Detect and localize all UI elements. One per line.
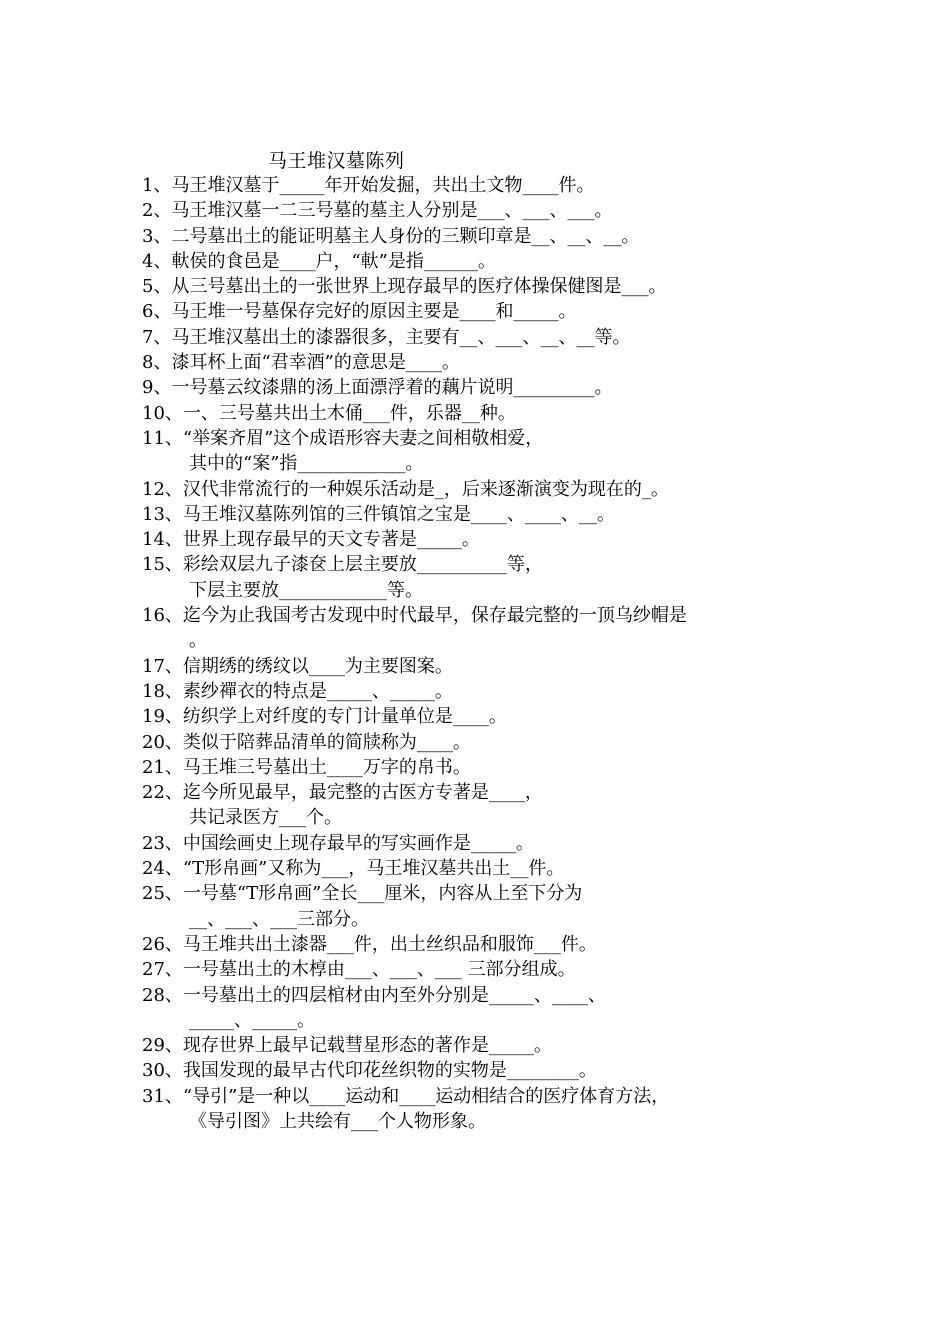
question-4: 4、軑侯的食邑是____户，“軑”是指______。 <box>142 250 496 272</box>
question-1: 1、马王堆汉墓于_____年开始发掘，共出土文物____件。 <box>142 175 595 196</box>
question-5: 5、从三号墓出土的一张世界上现存最早的医疗体操保健图是___。 <box>142 276 667 298</box>
question-2: 2、马王堆汉墓一二三号墓的墓主人分别是___、___、___。 <box>142 200 613 222</box>
question-21: 21、马王堆三号墓出土____万字的帛书。 <box>142 756 471 778</box>
question-11-continued: 其中的“案”指____________。 <box>189 453 424 475</box>
question-31-continued: 《导引图》上共绘有___个人物形象。 <box>189 1110 486 1132</box>
page-title: 马王堆汉墓陈列 <box>268 150 405 172</box>
question-16-continued: 。 <box>189 630 207 652</box>
question-8: 8、漆耳杯上面“君幸酒”的意思是____。 <box>142 352 460 374</box>
question-15-continued: 下层主要放____________等。 <box>189 579 423 601</box>
question-27: 27、一号墓出土的木椁由___、___、___ 三部分组成。 <box>142 959 576 981</box>
question-17: 17、信期绣的绣纹以____为主要图案。 <box>142 655 453 677</box>
question-18: 18、素纱禪衣的特点是_____、_____。 <box>142 680 453 702</box>
question-16: 16、迄今为止我国考古发现中时代最早，保存最完整的一顶乌纱帽是 <box>142 605 687 627</box>
question-25: 25、一号墓“T形帛画”全长___厘米，内容从上至下分为 <box>142 883 583 905</box>
question-9: 9、一号墓云纹漆鼎的汤上面漂浮着的藕片说明_________。 <box>142 377 613 399</box>
question-19: 19、纺织学上对纤度的专门计量单位是____。 <box>142 706 507 728</box>
question-7: 7、马王堆汉墓出土的漆器很多，主要有__、___、__、__等。 <box>142 326 631 348</box>
question-26: 26、马王堆共出土漆器___件，出土丝织品和服饰___件。 <box>142 933 597 955</box>
question-11: 11、“举案齐眉”这个成语形容夫妻之间相敬相爱， <box>142 427 544 449</box>
question-25-continued: __、___、___三部分。 <box>189 908 369 930</box>
question-15: 15、彩绘双层九子漆奁上层主要放__________等， <box>142 554 543 576</box>
question-list <box>142 173 822 1134</box>
question-29: 29、现存世界上最早记载彗星形态的著作是_____。 <box>142 1035 552 1057</box>
question-28: 28、一号墓出土的四层棺材由内至外分别是_____、____、 <box>142 984 606 1006</box>
question-24: 24、“T形帛画”又称为___，马王堆汉墓共出土__件。 <box>142 858 565 880</box>
question-31: 31、“导引”是一种以____运动和____运动相结合的医疗体育方法， <box>142 1085 670 1107</box>
question-10: 10、一、三号墓共出土木俑___件，乐器__种。 <box>142 402 516 424</box>
question-6: 6、马王堆一号墓保存完好的原因主要是____和_____。 <box>142 301 577 323</box>
question-13: 13、马王堆汉墓陈列馆的三件镇馆之宝是____、____、__。 <box>142 503 615 525</box>
question-23: 23、中国绘画史上现存最早的写实画作是_____。 <box>142 832 534 854</box>
question-22-continued: 共记录医方___个。 <box>189 807 342 829</box>
question-28-continued: _____、_____。 <box>189 1009 315 1031</box>
question-22: 22、迄今所见最早，最完整的古医方专著是____， <box>142 782 543 804</box>
question-12: 12、汉代非常流行的一种娱乐活动是_，后来逐渐演变为现在的_。 <box>142 478 669 500</box>
question-3: 3、二号墓出土的能证明墓主人身份的三颗印章是__、__、__。 <box>142 225 640 247</box>
question-20: 20、类似于陪葬品清单的简牍称为____。 <box>142 731 471 753</box>
question-30: 30、我国发现的最早古代印花丝织物的实物是________。 <box>142 1060 597 1082</box>
question-14: 14、世界上现存最早的天文专著是_____。 <box>142 529 480 551</box>
